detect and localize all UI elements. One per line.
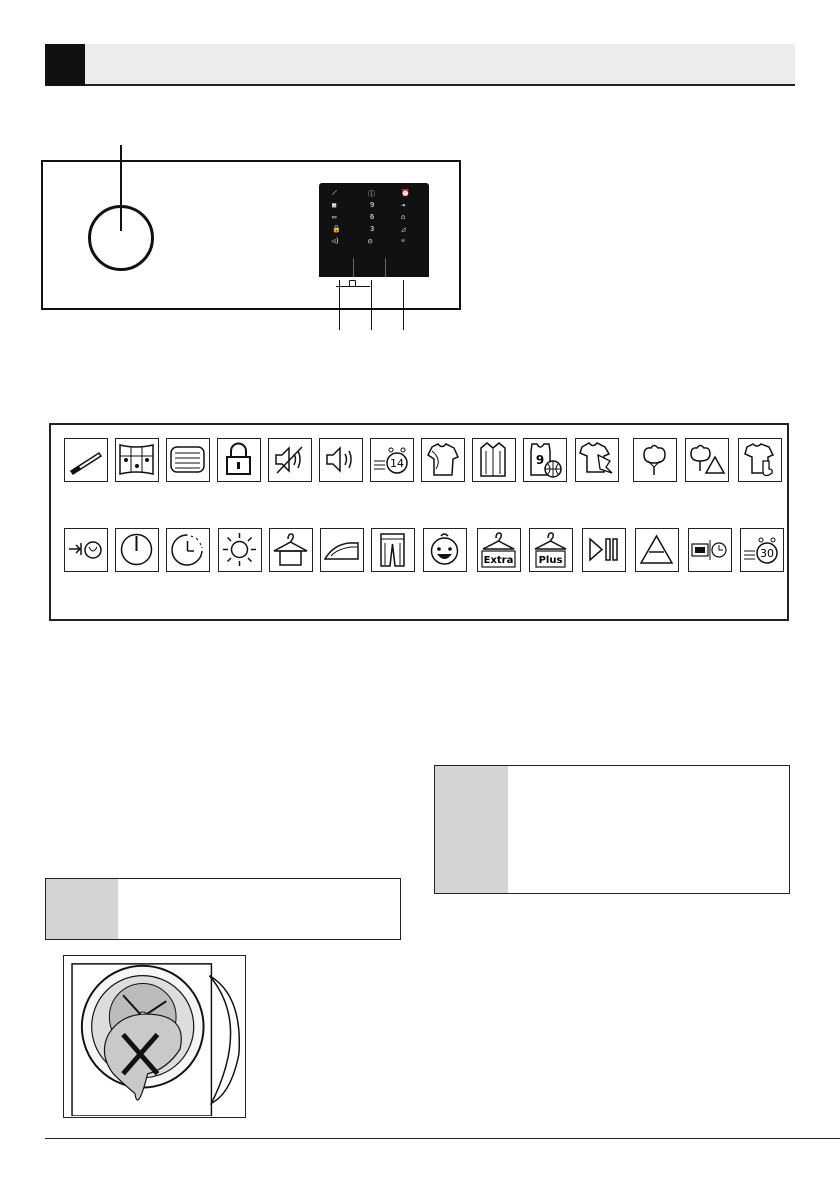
panel-button <box>354 258 386 277</box>
bedding-timer-icon <box>688 528 732 572</box>
display-value: 3 <box>370 225 375 233</box>
left-note-box <box>45 878 401 940</box>
express-30-label: 30 <box>760 547 774 560</box>
jersey-number: 9 <box>535 453 545 467</box>
display-row <box>319 235 429 248</box>
display-icon: ◁) <box>331 237 340 245</box>
extra-label: Extra <box>483 555 514 566</box>
dryer-drum-illustration <box>63 955 246 1118</box>
display-icon: ◴ <box>368 237 373 245</box>
lock-icon <box>349 280 356 287</box>
note-side-bar <box>46 879 118 939</box>
display-icon: ☼ <box>401 237 406 245</box>
extra-dry-icon <box>477 528 521 572</box>
condenser-icon <box>166 438 210 482</box>
sportswear-icon <box>523 438 567 482</box>
cotton-eco-icon <box>685 438 729 482</box>
display-icon: 🔒 <box>332 225 341 233</box>
start-pause-icon <box>582 528 626 572</box>
section-header-bar <box>45 44 795 86</box>
display-icon: ⟋ <box>332 189 337 197</box>
display-icon: ⇥ <box>401 201 406 209</box>
express-30-icon <box>740 528 784 572</box>
panel-button <box>319 258 354 277</box>
mixed-icon <box>575 438 619 482</box>
button-callout-line <box>403 280 404 330</box>
child-lock-icon <box>217 438 261 482</box>
button-callout-line <box>339 280 340 330</box>
display-icon: ⓘ <box>368 190 375 198</box>
note-side-bar <box>435 766 508 893</box>
display-icon: ⏰ <box>401 189 410 197</box>
end-anti-crease-icon <box>64 528 108 572</box>
display-value: 9 <box>370 201 375 209</box>
display-value: 6 <box>370 213 375 221</box>
footer-rule <box>45 1138 840 1139</box>
display-icon: ⌂ <box>401 213 406 221</box>
display-icon: ◿ <box>401 225 406 233</box>
filter-icon <box>115 438 159 482</box>
sound-on-icon <box>319 438 363 482</box>
plus-label: Plus <box>538 555 563 566</box>
water-tank-icon <box>64 438 108 482</box>
refresh-icon <box>218 528 262 572</box>
towels-socks-icon <box>738 438 782 482</box>
panel-button <box>386 258 429 277</box>
plus-dry-icon <box>529 528 573 572</box>
delay-14-icon <box>370 438 414 482</box>
display-icon: ▭ <box>332 213 337 221</box>
section-number-badge <box>45 44 85 86</box>
time-program-icon <box>166 528 210 572</box>
iron-dry-icon <box>320 528 364 572</box>
right-note-box <box>434 765 790 894</box>
delicates-icon <box>421 438 465 482</box>
on-off-icon <box>115 528 159 572</box>
display-icon: ▦ <box>332 201 337 209</box>
symbol-legend-box <box>49 423 789 621</box>
jeans-icon <box>371 528 415 572</box>
baby-icon <box>423 528 467 572</box>
drying-level-icon <box>635 528 679 572</box>
shirts-icon <box>472 438 516 482</box>
delay-14-label: 14 <box>390 457 404 470</box>
sound-off-icon <box>268 438 312 482</box>
program-knob <box>88 205 154 271</box>
cotton-icon <box>633 438 677 482</box>
button-callout-line <box>371 280 372 330</box>
display-buttons <box>319 258 429 277</box>
ready-to-wear-icon <box>269 528 313 572</box>
